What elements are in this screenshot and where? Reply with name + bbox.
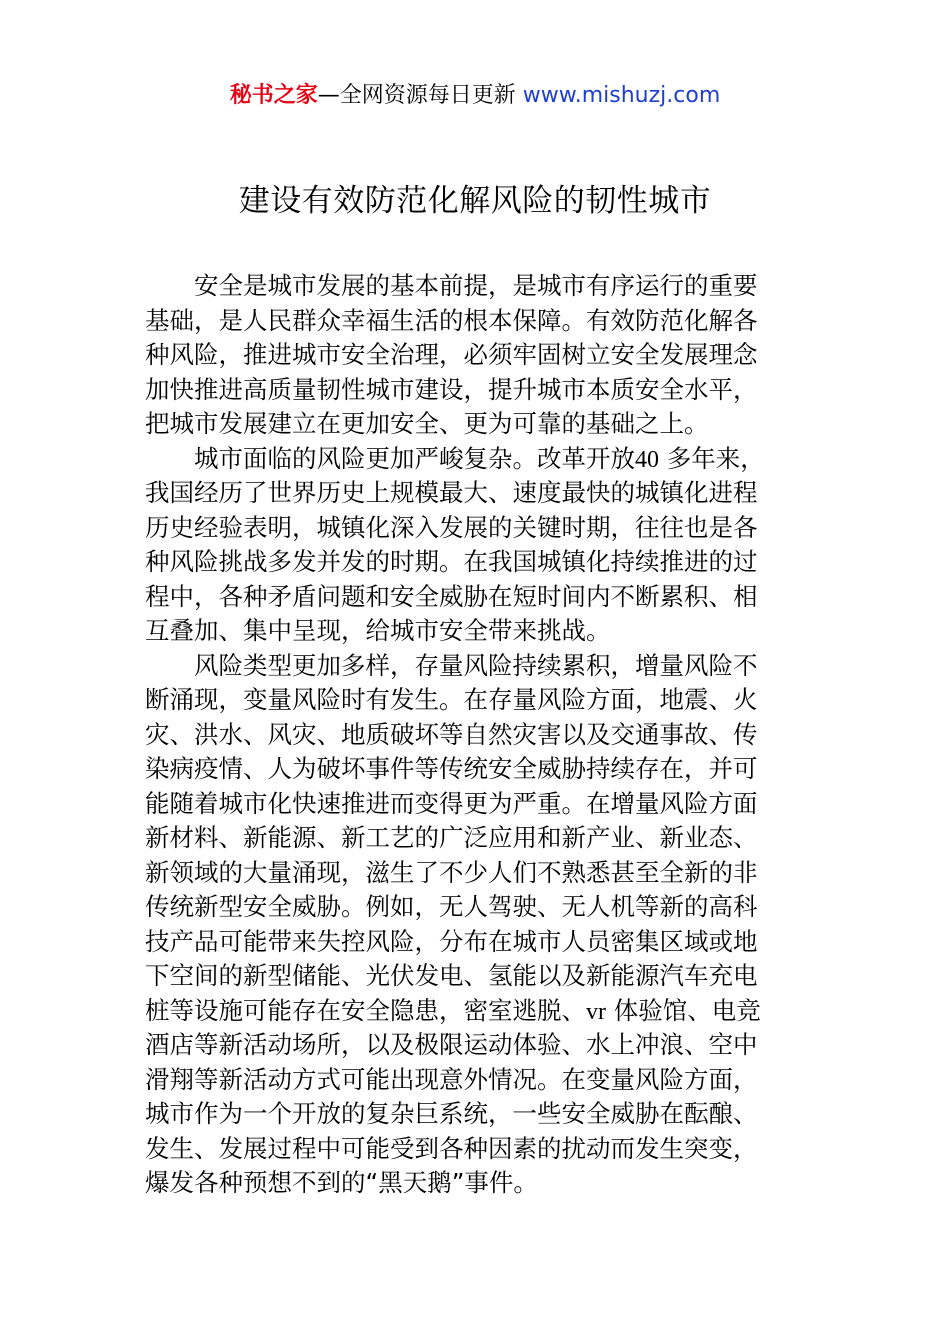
text-line: 技产品可能带来失控风险，分布在城市人员密集区域或地 bbox=[145, 926, 758, 956]
text-line: 基础，是人民群众幸福生活的根本保障。有效防范化解各 bbox=[145, 305, 758, 335]
text-line: 爆发各种预想不到的“黑天鹅”事件。 bbox=[145, 1168, 538, 1197]
vr-term: vr bbox=[586, 998, 606, 1025]
text-line: 新领域的大量涌现，滋生了不少人们不熟悉甚至全新的非 bbox=[145, 857, 758, 887]
site-url-link[interactable]: www.mishuzj.com bbox=[522, 83, 721, 108]
text-segment: 桩等设施可能存在安全隐患，密室逃脱、 bbox=[145, 995, 586, 1025]
number-forty: 40 bbox=[635, 446, 659, 473]
page-header bbox=[0, 80, 950, 112]
text-line: 能随着城市化快速推进而变得更为严重。在增量风险方面 bbox=[145, 788, 758, 818]
text-line: 下空间的新型储能、光伏发电、氢能以及新能源汽车充电 bbox=[145, 961, 758, 990]
text-segment: 体验馆、电竞 bbox=[606, 995, 761, 1025]
text-line: 染病疫情、人为破坏事件等传统安全威胁持续存在，并可 bbox=[145, 754, 758, 783]
text-line: 传统新型安全威胁。例如，无人驾驶、无人机等新的高科 bbox=[145, 892, 758, 921]
text-line: 种风险挑战多发并发的时期。在我国城镇化持续推进的过 bbox=[145, 547, 758, 576]
text-line: 灾、洪水、风灾、地质破坏等自然灾害以及交通事故、传 bbox=[145, 719, 758, 749]
text-line: 新材料、新能源、新工艺的广泛应用和新产业、新业态、 bbox=[145, 823, 758, 852]
text-line bbox=[145, 442, 807, 477]
text-line: 城市作为一个开放的复杂巨系统，一些安全威胁在酝酿、 bbox=[145, 1099, 758, 1128]
text-line: 加快推进高质量韧性城市建设，提升城市本质安全水平， bbox=[145, 374, 758, 404]
text-line: 断涌现，变量风险时有发生。在存量风险方面，地震、火 bbox=[145, 685, 758, 714]
text-line: 种风险，推进城市安全治理，必须牢固树立安全发展理念 bbox=[145, 340, 758, 369]
text-line: 发生、发展过程中可能受到各种因素的扰动而发生突变， bbox=[145, 1133, 758, 1163]
text-line: 历史经验表明，城镇化深入发展的关键时期，往往也是各 bbox=[145, 512, 758, 542]
text-line: 我国经历了世界历史上规模最大、速度最快的城镇化进程 bbox=[145, 478, 758, 507]
text-line: 滑翔等新活动方式可能出现意外情况。在变量风险方面， bbox=[145, 1064, 758, 1094]
text-segment: 多年来， bbox=[659, 443, 765, 473]
text-line: 把城市发展建立在更加安全、更为可靠的基础之上。 bbox=[145, 409, 709, 438]
site-brand: 秘书之家 bbox=[229, 83, 318, 108]
text-line: 酒店等新活动场所，以及极限运动体验、水上冲浪、空中 bbox=[145, 1030, 758, 1059]
site-tagline: —全网资源每日更新 bbox=[317, 83, 523, 108]
text-line: 互叠加、集中呈现，给城市安全带来挑战。 bbox=[145, 616, 611, 645]
text-line: 安全是城市发展的基本前提，是城市有序运行的重要 bbox=[194, 271, 758, 300]
article-title: 建设有效防范化解风险的韧性城市 bbox=[238, 183, 712, 219]
text-line: 风险类型更加多样，存量风险持续累积，增量风险不 bbox=[194, 650, 758, 680]
text-segment: 城市面临的风险更加严峻复杂。改革开放 bbox=[194, 443, 635, 473]
text-line bbox=[145, 994, 807, 1029]
article-body bbox=[145, 269, 807, 1201]
text-line: 程中，各种矛盾问题和安全威胁在短时间内不断累积、相 bbox=[145, 581, 758, 611]
